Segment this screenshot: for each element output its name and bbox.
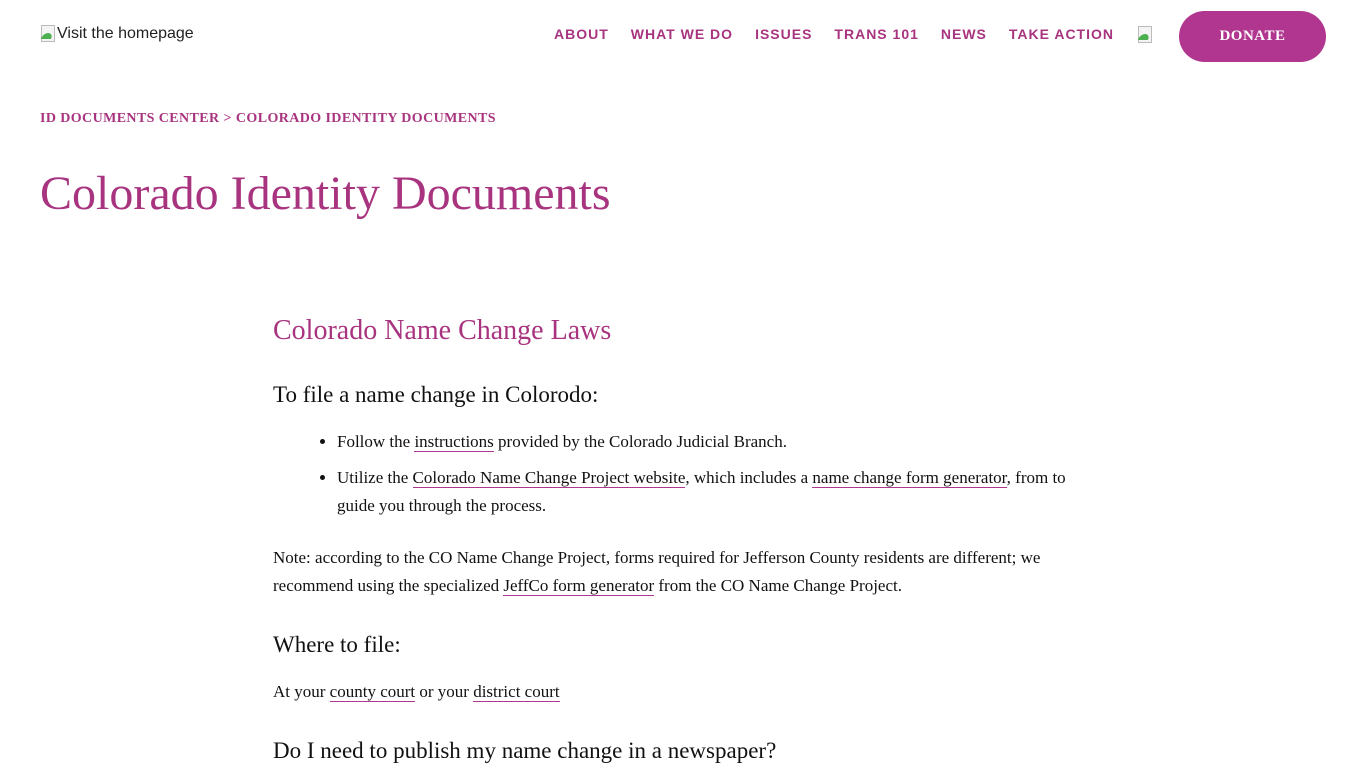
breadcrumb: [40, 111, 496, 127]
logo-alt-text: Visit the homepage: [57, 25, 194, 42]
text: Note: according to the CO Name Change Project, forms required for Jefferson County residents are different; we recommend using the specialized: [273, 548, 1041, 595]
text: from the CO Name Change Project.: [654, 576, 902, 595]
text: , which includes a: [685, 468, 813, 487]
where-text: [273, 678, 1103, 706]
main-content: [273, 312, 1103, 768]
nav-what-we-do[interactable]: WHAT WE DO: [630, 26, 734, 42]
publish-heading: Do I need to publish my name change in a newspaper?: [273, 738, 777, 763]
broken-image-icon: [40, 25, 56, 41]
homepage-logo-link[interactable]: [40, 25, 194, 43]
county-court-link[interactable]: county court: [329, 682, 416, 701]
breadcrumb-colorado-identity-documents[interactable]: COLORADO IDENTITY DOCUMENTS: [235, 111, 496, 126]
text: Follow the: [337, 432, 415, 451]
list-item: [337, 464, 1103, 520]
form-generator-link[interactable]: name change form generator: [812, 468, 1007, 487]
jeffco-note: [273, 544, 1103, 600]
nav-issues[interactable]: ISSUES: [755, 26, 813, 42]
text: provided by the Colorado Judicial Branch.: [493, 432, 787, 451]
instructions-link[interactable]: instructions: [414, 432, 494, 451]
text: At your: [273, 682, 330, 701]
donate-button[interactable]: DONATE: [1179, 11, 1326, 62]
nav-about[interactable]: ABOUT: [554, 26, 609, 42]
breadcrumb-id-documents-center[interactable]: ID DOCUMENTS CENTER: [40, 111, 220, 126]
where-heading: Where to file:: [273, 632, 401, 657]
nav-news[interactable]: NEWS: [940, 26, 987, 42]
site-header: [0, 0, 1366, 80]
nav-trans-101[interactable]: TRANS 101: [834, 26, 919, 42]
file-heading: To file a name change in Colorodo:: [273, 382, 599, 407]
file-steps-list: [273, 428, 1103, 520]
list-item: [337, 428, 1103, 456]
text: , from to guide you through the process.: [337, 468, 1066, 515]
text: or your: [415, 682, 474, 701]
nav-take-action[interactable]: TAKE ACTION: [1008, 26, 1114, 42]
breadcrumb-separator: >: [223, 111, 232, 126]
search-broken-image-icon[interactable]: [1137, 26, 1153, 42]
text: Utilize the: [337, 468, 413, 487]
main-nav: [532, 26, 1114, 42]
section-title: Colorado Name Change Laws: [273, 315, 612, 346]
jeffco-form-generator-link[interactable]: JeffCo form generator: [503, 576, 655, 595]
page-title: Colorado Identity Documents: [40, 167, 611, 220]
district-court-link[interactable]: district court: [473, 682, 560, 701]
name-change-project-link[interactable]: Colorado Name Change Project website: [412, 468, 686, 487]
